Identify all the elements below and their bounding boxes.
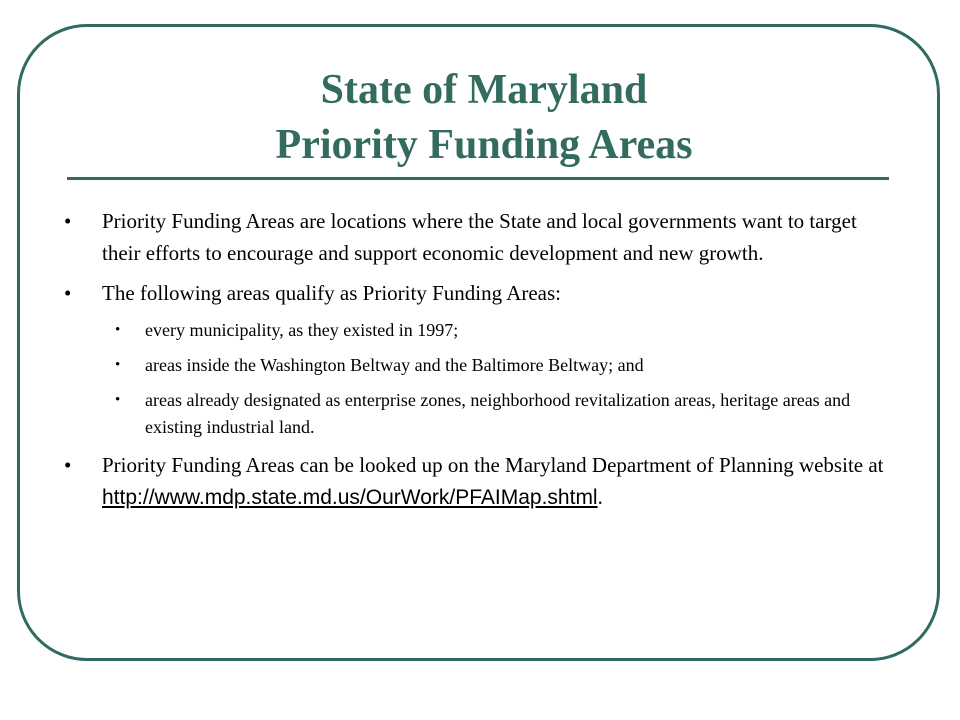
slide-body: [60, 205, 900, 522]
sub-bullet-icon: •: [115, 392, 121, 408]
title-line-1: State of Maryland: [320, 67, 648, 113]
bullet-text: Priority Funding Areas can be looked up on the Maryland Department of Planning website at: [102, 453, 884, 477]
sub-bullet-item: [60, 317, 900, 344]
sub-bullet-icon: •: [115, 322, 121, 338]
slide-title: [0, 63, 960, 173]
sub-bullet-item: [60, 387, 900, 441]
bullet-icon: •: [64, 453, 72, 477]
sub-bullet-item: [60, 352, 900, 379]
bullet-text: The following areas qualify as Priority Funding Areas:: [102, 281, 561, 305]
title-line-2: Priority Funding Areas: [275, 122, 693, 168]
title-divider: [67, 177, 889, 180]
sub-bullet-text: every municipality, as they existed in 1997;: [145, 320, 459, 340]
bullet-list: [60, 205, 900, 309]
sub-bullet-text: areas inside the Washington Beltway and the Baltimore Beltway; and: [145, 355, 644, 375]
sub-bullet-text: areas already designated as enterprise zones, neighborhood revitalization areas, heritage areas and existing industrial land.: [145, 390, 851, 437]
bullet-icon: •: [64, 209, 72, 233]
bullet-item: [60, 205, 900, 269]
sub-bullet-list: [60, 317, 900, 441]
sub-bullet-icon: •: [115, 357, 121, 373]
bullet-list-continued: [60, 449, 900, 514]
bullet-text-end: .: [597, 485, 603, 509]
bullet-text: Priority Funding Areas are locations where the State and local governments want to target their efforts to encourage and support economic development and new growth.: [102, 209, 857, 265]
bullet-icon: •: [64, 281, 72, 305]
bullet-item: [60, 449, 900, 514]
bullet-item: [60, 277, 900, 309]
pfa-map-link[interactable]: http://www.mdp.state.md.us/OurWork/PFAIMap.shtml: [102, 486, 598, 509]
